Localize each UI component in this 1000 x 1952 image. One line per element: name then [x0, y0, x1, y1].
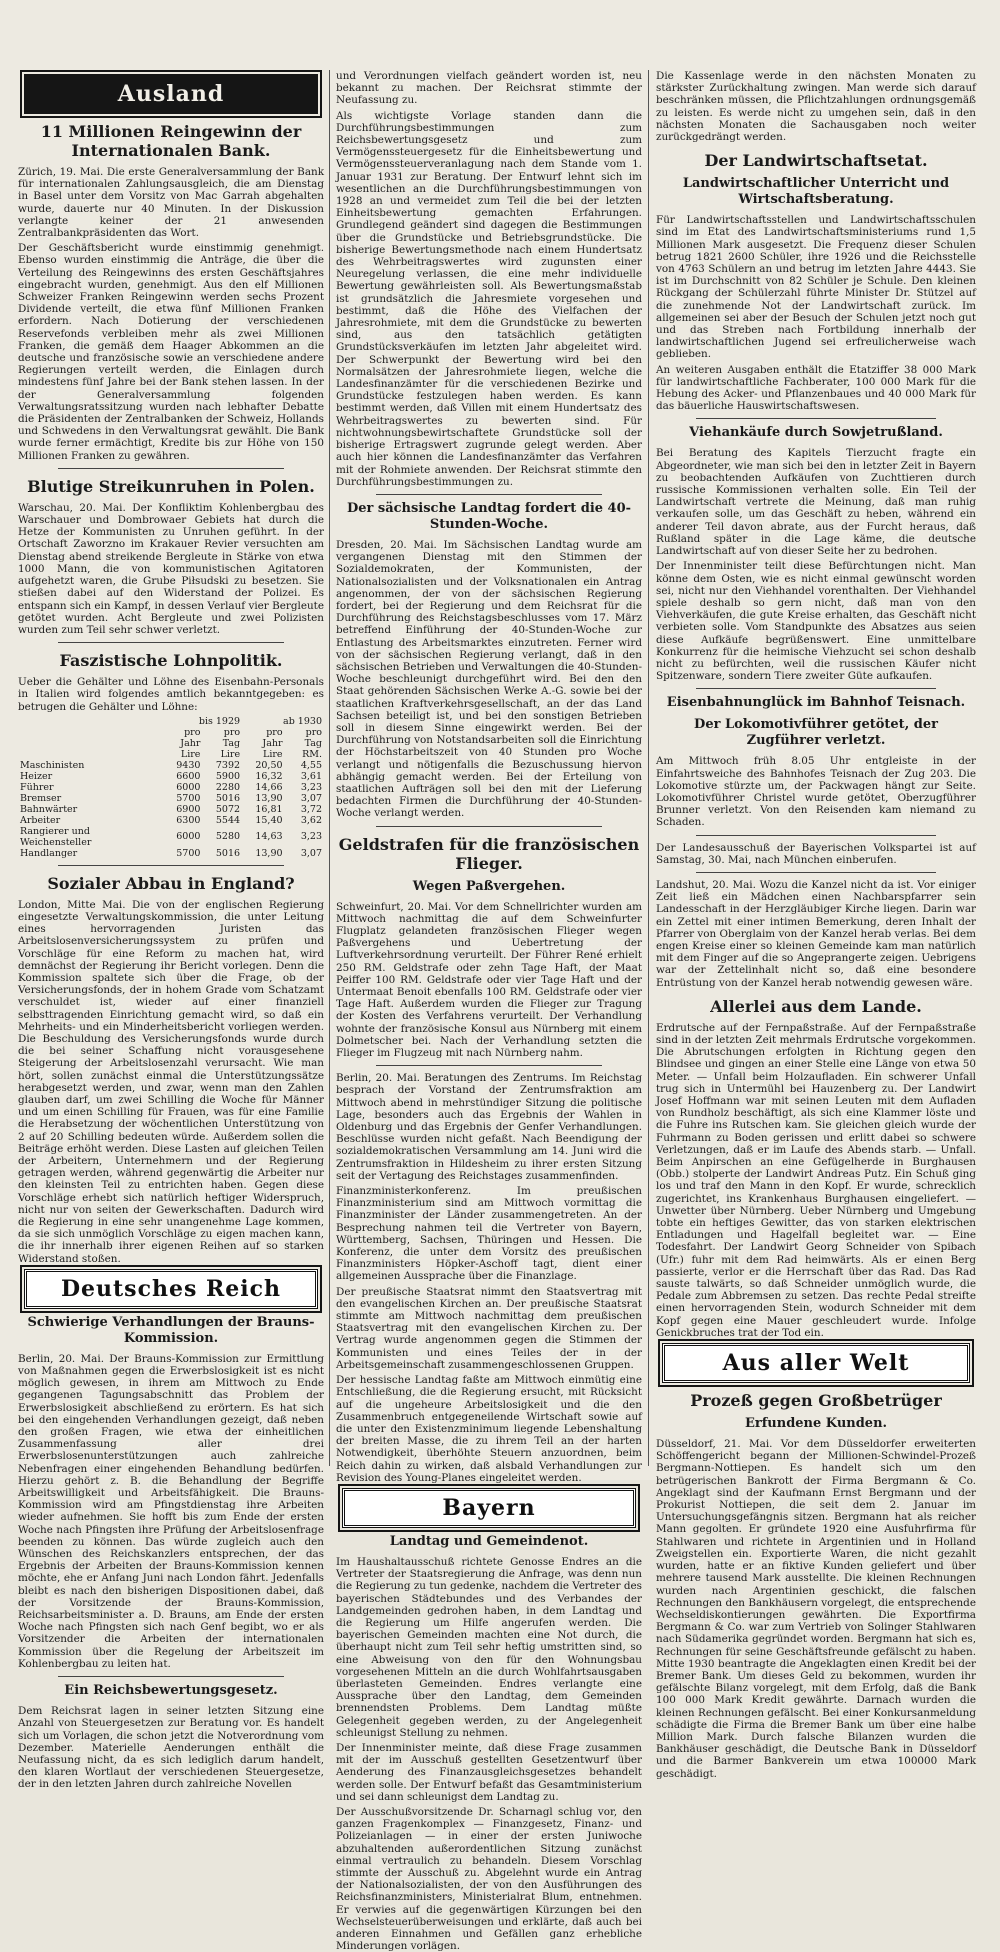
wage-table-job: Arbeiter [20, 814, 61, 826]
article-title: Schwierige Verhandlungen der Brauns-Kommission. [27, 1314, 315, 1346]
divider [376, 494, 602, 495]
wage-table-subheader: pro Jahr [180, 726, 201, 749]
article-subtitle: Wegen Paßvergehen. [412, 878, 566, 894]
wage-table-cell: 4,55 [300, 759, 322, 771]
wage-table-cell: 14,66 [255, 781, 283, 793]
article-paragraph: Für Landwirtschaftsstellen und Landwirtschaftsschulen sind im Etat des Landwirtschaftsministeriums rund 1,5 Millionen Mark ausgesetzt. Die Frequenz dieser Schulen betrug 1821 2600 Schüler, ihre 1926 und die Reichsstelle von 4763 Schülern an und betrug im letzten Jahre 4443. Sie ist im Durchschnitt von 82 Schüler je Schule. Den kleinen Rückgang der Schülerzahl führte Minister Dr. Stützel auf die zunehmende Not der Landwirtschaft zurück. Im allgemeinen sei aber der Besuch der Schulen jetzt noch gut und das Streben nach Fortbildung innerhalb der landwirtschaftlichen Jugend sei erfreulicherweise wach geblieben. [656, 214, 976, 361]
article-title: Eisenbahnunglück im Bahnhof Teisnach. [666, 695, 966, 711]
divider [58, 865, 284, 866]
wage-table-row [18, 760, 324, 771]
article-paragraph: Schweinfurt, 20. Mai. Vor dem Schnellrichter wurden am Mittwoch nachmittag die auf dem Schweinfurter Flugplatz gelandeten französischen Flieger wegen Paßvergehens und Uebertretung der Luftverkehrsordnung verurteilt. Der Führer René erhielt 250 RM. Geldstrafe oder zehn Tage Haft, der Maat Peiffer 100 RM. Geldstrafe oder vier Tage Haft und der Untermaat Benoit ebenfalls 100 RM. Geldstrafe oder vier Tage Haft. Außerdem wurden die Flieger zur Tragung der Kosten des Verfahrens verurteilt. Der Verhandlung wohnte der französische Konsul aus Nürnberg mit einem Dolmetscher bei. Nach der Verhandlung setzten die Flieger im Flugzeug mit nach Nürnberg nahm. [336, 900, 642, 1060]
article-paragraph: Am Mittwoch früh 8.05 Uhr entgleiste in der Einfahrtsweiche des Bahnhofes Teisnach der Zug 203. Die Lokomotive stürzte um, der Packwagen hängt zur Seite. Lokomotivführer Christel wurde getötet, Oberzugführer Brunner verletzt. Von den Reisenden kam niemand zu Schaden. [656, 755, 976, 829]
article-title: Viehankäufe durch Sowjetrußland. [689, 425, 943, 441]
column-1 [18, 70, 324, 1791]
divider [376, 1065, 602, 1066]
article-paragraph: Finanzministerkonferenz. Im preußischen Finanzministerium sind am Mittwoch vormittag die Finanzminister der Länder zusammengetreten. An der Besprechung nahmen teil die Vertreter von Bayern, Württemberg, Sachsen, Thüringen und Hessen. Die Konferenz, die unter dem Vorsitz des preußischen Finanzministers Höpker-Aschoff tagt, dient einer allgemeinen Aussprache über die Finanzlage. [336, 1185, 642, 1283]
wage-table-subheader: pro Tag [222, 726, 241, 749]
wage-table-cell: 5700 [176, 792, 201, 804]
wage-table-cell: 6000 [176, 831, 201, 843]
wage-table-cell: 5016 [215, 792, 241, 804]
section-banner-aus-aller-welt: Aus aller Welt [662, 1343, 970, 1383]
wage-table-row [18, 782, 324, 793]
article-paragraph: Der Innenminister teilt diese Befürchtungen nicht. Man könne dem Osten, wie es nicht einmal gewünscht worden sei, nicht nur den Viehhandel vorenthalten. Der Viehhandel spiele deshalb so gern nicht, daß man von den Viehverkäufen, die gute Kreise erhalten, das Geschäft nicht verbieten solle. Vom Standpunkte des Absatzes aus seien diese Aufkäufe begrüßenswert. Eine unmittelbare Konkurrenz für die heimische Viehzucht sei schon deshalb nicht zu befürchten, weil die russischen Käufer nicht Spitzenware, sondern Tiere zweiter Güte aufkaufen. [656, 560, 976, 683]
column-2 [336, 70, 642, 1952]
wage-table-job: Bahnwärter [20, 803, 78, 815]
article-title: Sozialer Abbau in England? [47, 873, 295, 893]
wage-table-row [18, 826, 324, 848]
wage-table-cell: 6900 [176, 803, 201, 815]
wage-table-subheader: pro Tag [304, 726, 322, 749]
wage-table-cell: 6600 [176, 770, 201, 782]
article-title: Allerlei aus dem Lande. [710, 996, 922, 1016]
article-paragraph: Dresden, 20. Mai. Im Sächsischen Landtag wurde am vergangenen Dienstag mit den Stimmen der Sozialdemokraten, der Kommunisten, der Nationalsozialisten und der Volksnationalen ein Antrag angenommen, der von der sächsischen Regierung fordert, bei der Regierung und dem Reichsrat für die Durchführung des Reichstagsbeschlusses vom 17. März betreffend Einführung der 40-Stunden-Woche zur Entlastung des Arbeitsmarktes einzutreten. Ferner wird von der sächsischen Regierung verlangt, daß in den sächsischen Betrieben und Verwaltungen die 40-Stunden-Woche beschleunigt durchgeführt wird. Bei den den Staat gehörenden Sächsischen Werke A.-G. sowie bei der staatlichen Kraftverkehrsgesellschaft, an der das Land Sachsen beteiligt ist, und bei den sonstigen Betrieben soll in diesem Sinne eingewirkt werden. Bei der Durchführung von Notstandsarbeiten soll die Einrichtung der Höchstarbeitszeit von 40 Stunden pro Woche verlangt und nötigenfalls die Bezuschussung hiervon abhängig gemacht werden. Bei der Erteilung von staatlichen Aufträgen soll bei den mit der Lieferung bedachten Firmen die Durchführung der 40-Stunden-Woche verlangt werden. [336, 538, 642, 820]
divider [696, 418, 936, 419]
wage-table-cell: 5900 [215, 770, 241, 782]
divider [58, 468, 284, 469]
article-paragraph: Zürich, 19. Mai. Die erste Generalversammlung der Bank für internationalen Zahlungsausgleich, die am Dienstag in Basel unter dem Vorsitz von Mac Garrah abgehalten wurde, dauerte nur 40 Minuten. In der Diskussion verlangte keiner der 21 anwesenden Zentralbankpräsidenten das Wort. [18, 166, 324, 240]
article-subtitle: Der Lokomotivführer getötet, der Zugführer verletzt. [694, 717, 938, 749]
wage-table-cell: 5072 [215, 803, 241, 815]
article-paragraph: Erdrutsche auf der Fernpaßstraße. Auf der Fernpaßstraße sind in der letzten Zeit mehrmals Erdrutsche vorgekommen. Die Abrutschungen erfolgten in Richtung gegen den Blindsee und gingen an einer Stelle eine Länge von etwa 50 Meter. — Unfall beim Holzaufladen. Ein schwerer Unfall trug sich in Untermühl bei Hauzenberg zu. Der Landwirt Josef Hoffmann war mit seinen Leuten mit dem Aufladen von Rundholz beschäftigt, als sich eine Klammer löste und die Fuhre ins Rutschen kam. Sie gleichen gleich wurde der Fuhrmann zu Boden gerissen und erlitt dabei so schwere Verletzungen, daß er im Laufe des Abends starb. — Unfall. Beim Anpirschen an eine Gefügelherde in Burghausen (Obb.) stolperte der Landwirt Andreas Putz. Ein Schuß ging los und traf den Mann in den Kopf. Er wurde, schrecklich zugerichtet, ins Krankenhaus Burghausen eingeliefert. — Unwetter über Nürnberg. Ueber Nürnberg und Umgebung tobte ein heftiges Gewitter, das von starken elektrischen Entladungen und Hagelfall begleitet war. — Eine Todesfahrt. Der Landwirt Georg Schneider von Spibach (Ufr.) fuhr mit dem Rad heimwärts. Als er einen Berg passierte, verlor er die Herrschaft über das Rad. Das Rad sauste talwärts, so daß Schneider unmöglich wurde, die Pedale zum Abbremsen zu setzen. Das rechte Pedal streifte einen hervorragenden Stein, wodurch Schneider mit dem Kopf gegen eine Mauer geschleudert wurde. Infolge Genickbruches trat der Tod ein. [656, 1021, 976, 1339]
column-rule [648, 70, 649, 1466]
article-title: Landwirtschaftlicher Unterricht und Wirtschaftsberatung. [682, 176, 950, 208]
wage-table-cell: 13,90 [255, 792, 283, 804]
wage-table-job: Handlanger [20, 847, 78, 859]
section-banner-bayern: Bayern [342, 1488, 636, 1528]
wage-table-cell: 6300 [176, 814, 201, 826]
section-banner-deutsches-reich: Deutsches Reich [24, 1269, 318, 1309]
wage-table-subheader: pro Jahr [262, 726, 283, 749]
article-paragraph: Düsseldorf, 21. Mai. Vor dem Düsseldorfer erweiterten Schöffengericht begann der Millionen-Schwindel-Prozeß Bergmann-Nottiepen. Es handelt sich um den betrügerischen Bankrott der Firma Bergmann & Co. Angeklagt sind der Kaufmann Ernst Bergmann und der Prokurist Nottiepen, die seit dem 2. Januar im Untersuchungsgefängnis sitzen. Bergmann hat als reicher Mann gegolten. Er gründete 1920 eine Ausfuhrfirma für Stahlwaren und richtete in Argentinien und in Holland Zweigstellen ein. Exportierte Waren, die nicht gezahlt wurden, hatte er an fiktive Kunden geliefert und über mehrere tausend Mark ausstellte. Die kleinen Rechnungen wurden nach Argentinien geschickt, die falschen Rechnungen den Bankhäusern vorgelegt, die entsprechende Wechseldiskontierungen gewährten. Die Exportfirma Bergmann & Co. war zum Vertrieb von Solinger Stahlwaren nach Südamerika gegründet worden. Bergmann hat sich es, Rechnungen für seine Geschäftsfreunde gefälscht zu haben. Mitte 1930 beantragte die Angeklagten einen Kredit bei der Bremer Bank. Um dieses Geld zu bekommen, wurden ihr gefälschte Bilanz vorgelegt, mit dem Erfolg, daß die Bank 100 000 Mark Kredit gewährte. Darnach wurden die kleinen Rechnungen gefälscht. Bei einer Konkursanmeldung schädigte die Firma die Bremer Bank um über eine halbe Million Mark. Durch falsche Bilanzen wurden die Bankhäuser geschädigt, die Deutsche Bank in Düsseldorf und die Barmer Bankverein um etwa 100000 Mark geschädigt. [656, 1438, 976, 1780]
article-paragraph: Ueber die Gehälter und Löhne des Eisenbahn-Personals in Italien wird folgendes amtlich bekanntgegeben: es betrugen die Gehälter und Löhne: [18, 676, 324, 713]
wage-table-cell: 5700 [176, 847, 201, 859]
wage-table-unit: Lire [220, 748, 241, 760]
wage-table-row [18, 771, 324, 782]
wage-table-cell: 3,23 [300, 831, 322, 843]
wage-table-group-header: bis 1929 [198, 715, 241, 727]
wage-table-row [18, 815, 324, 826]
section-banner-ausland: Ausland [24, 74, 318, 114]
wage-table-cell: 5280 [215, 831, 241, 843]
wage-table-group-header: ab 1930 [283, 715, 322, 727]
wage-table-cell: 3,62 [300, 814, 322, 826]
wage-table-cell: 6000 [176, 781, 201, 793]
article-paragraph: Landshut, 20. Mai. Wozu die Kanzel nicht da ist. Vor einiger Zeit ließ ein Mädchen einen Nachbarspfarrer sein Landesschaft in der Herzgläubiger Kirche liegen. Darin war ein Zettel mit einer intimen Bemerkung, deren Inhalt der Pfarrer von Oberglaim von der Kanzel herab verlas. Bei dem engen Kreise einer so kleinen Gemeinde kam man natürlich mit dem Finger auf die so Angeprangerte zeigen. Uebrigens war der Zettelinhalt nicht so, daß eine besondere Entrüstung von der Kanzel herab notwendig gewesen wäre. [656, 878, 976, 989]
divider [696, 872, 936, 873]
article-paragraph: Der hessische Landtag faßte am Mittwoch einmütig eine Entschließung, die die Regierung ersucht, mit Rücksicht auf die ungeheure Arbeitslosigkeit und die den Zusammenbruch entgegeneilende Wirtschaft sowie auf die unter den Existenzminimum liegende Lebenshaltung der breiten Masse, die zu ihrem Teil an der harten Notwendigkeit, überhöhte Steuern anzuordnen, beim Reich dahin zu wirken, daß alsbald Verhandlungen zur Revision des Young-Planes eingeleitet werden. [336, 1374, 642, 1484]
article-paragraph: Berlin, 20. Mai. Der Brauns-Kommission zur Ermittlung von Maßnahmen gegen die Erwerbslosigkeit ist es nicht möglich gewesen, in ihrem am Mittwoch zu Ende gegangenen Tagungsabschnitt das Problem der Erwerbslosigkeit abschließend zu erörtern. Es hat sich bei den eingehenden Verhandlungen gezeigt, daß neben den großen Fragen, wie etwa der einheitlichen Zusammenfassung aller drei Erwerbslosenunterstützungen auch zahlreiche Nebenfragen einer eingehenden Behandlung bedürfen. Hierzu gehört z. B. die Behandlung der Begriffe Arbeitswilligkeit und Arbeitsfähigkeit. Die Brauns-Kommission wird am Pfingstdienstag ihre Arbeiten wieder aufnehmen. Sie hofft bis zum Ende der ersten Woche nach Pfingsten ihre Prüfung der Arbeitslosenfrage beenden zu können. Das würde zugleich auch den Wünschen des Reichskanzlers entsprechen, der das Ergebnis der Arbeiten der Brauns-Kommission kennen möchte, ehe er Anfang Juni nach London fährt. Jedenfalls bleibt es nach den bisherigen Dispositionen dabei, daß der Vorsitzende der Brauns-Kommission, Reichsarbeitsminister a. D. Brauns, am Ende der ersten Woche nach Pfingsten sich nach Genf begibt, wo er als Vorsitzender die Arbeiten der internationalen Kommission über die Regelung der Arbeitszeit im Kohlenbergbau zu leiten hat. [18, 1352, 324, 1670]
article-title: Ein Reichsbewertungsgesetz. [64, 1683, 278, 1699]
wage-table [18, 716, 324, 859]
article-title: 11 Millionen Reingewinn der Internationalen Bank. [40, 122, 302, 160]
wage-table-unit: Lire [180, 748, 201, 760]
article-paragraph: Im Haushaltausschuß richtete Genosse Endres an die Vertreter der Staatsregierung die Anfrage, was denn nun die Regierung zu tun gedenke, nachdem die Vertreter des bayerischen Städtebundes und des Verbandes der Landgemeinden gedrohen haben, in dem Landtag und die Regierung um Hilfe angerufen werden. Die bayerischen Gemeinden machten eine Not durch, die überhaupt nicht zum Teil sehr heftig umstritten sind, so eine Abweisung von den für den Wohnungsbau vorgesehenen Mitteln an die durch Wohlfahrtsausgaben überlasteten Gemeinden. Endres verlangte eine Aussprache über den Landtag, dem Gemeinden brennendsten Problems. Dem Landtag müßte Gelegenheit gegeben werden, zu der Angelegenheit schleunigst Stellung zu nehmen. [336, 1555, 642, 1739]
article-paragraph: und Verordnungen vielfach geändert worden ist, neu bekannt zu machen. Der Reichsrat stimmte der Neufassung zu. [336, 70, 642, 107]
wage-table-cell: 2280 [215, 781, 241, 793]
divider [376, 826, 602, 827]
article-paragraph: Der Ausschußvorsitzende Dr. Scharnagl schlug vor, den ganzen Fragenkomplex — Finanzgesetz, Finanz- und Polizeianlagen — in einer der ersten Juniwoche abzuhaltenden außerordentlichen Sitzung zunächst einmal vertraulich zu behandeln. Diesem Vorschlag stimmte der Ausschuß zu. Abgelehnt wurde ein Antrag der Nationalsozialisten, der von den Ausführungen des Reichsfinanzministers, Ministerialrat Blum, entnehmen. Er verwies auf die gegenwärtigen Kürzungen bei den Wechselsteuerüberweisungen und erklärte, daß auch bei anderen Einnahmen und Gefällen ganz erhebliche Minderungen vorlägen. [336, 1805, 642, 1952]
wage-table-cell: 3,72 [300, 803, 322, 815]
wage-table-job: Maschinisten [20, 759, 85, 771]
wage-table-unit: RM. [302, 748, 322, 760]
divider [58, 1676, 284, 1677]
article-title: Der sächsische Landtag fordert die 40-Stunden-Woche. [346, 500, 632, 532]
wage-table-cell: 3,23 [300, 781, 322, 793]
wage-table-cell: 14,63 [255, 831, 283, 843]
article-paragraph: Warschau, 20. Mai. Der Konfliktim Kohlenbergbau des Warschauer und Dombrowaer Gebiets hat durch die Hetze der Kommunisten zu Unruhen geführt. In der Ortschaft Zaworzno im Krakauer Revier versuchten am Dienstag abend streikende Bergleute in Stärke von etwa 1000 Mann, die von kommunistischen Agitatoren aufgehetzt waren, die Grube Piłsudski zu besetzen. Sie stießen dabei auf den Widerstand der Polizei. Es entspann sich ein Kampf, in dessen Verlauf vier Bergleute getötet wurden. Acht Bergleute und zwei Polizisten wurden zum Teil sehr schwer verletzt. [18, 501, 324, 636]
wage-table-job: Heizer [20, 770, 53, 782]
wage-table-row [18, 793, 324, 804]
column-3 [656, 70, 976, 1780]
article-title: Landtag und Gemeindenot. [389, 1533, 589, 1549]
article-paragraph: Der preußische Staatsrat nimmt den Staatsvertrag mit den evangelischen Kirchen an. Der preußische Staatsrat stimmte am Mittwoch nachmittag dem preußischen Staatsvertrag mit den evangelischen Kirchen zu. Der Vertrag wurde angenommen gegen die Stimmen der Kommunisten und eines Teiles der in der Arbeitsgemeinschaft zusammengeschlossenen Gruppen. [336, 1285, 642, 1371]
article-paragraph: Der Landesausschuß der Bayerischen Volkspartei ist auf Samstag, 30. Mai, nach München einberufen. [656, 841, 976, 866]
article-paragraph: Bei Beratung des Kapitels Tierzucht fragte ein Abgeordneter, wie man sich bei den in letzter Zeit in Bayern zu beobachtenden Aufkäufen von Zuchttieren durch russische Kommissionen verhalten solle. Ein Teil der Landwirtschaft vertrete die Meinung, daß man ruhig verkaufen solle, um das Geschäft zu heben, während ein anderer Teil davon abrate, aus der Furcht heraus, daß Rußland später in die Lage käme, die deutsche Landwirtschaft auf von dieser Seite her zu bedrohen. [656, 447, 976, 558]
article-title: Faszistische Lohnpolitik. [59, 651, 283, 671]
wage-table-cell: 15,40 [255, 814, 283, 826]
section-heading: Der Landwirtschaftsetat. [704, 151, 928, 171]
wage-table-row [18, 848, 324, 859]
column-rule [329, 70, 330, 1466]
article-paragraph: Berlin, 20. Mai. Beratungen des Zentrums. Im Reichstag besprach der Vorstand der Zentrumsfraktion am Mittwoch abend in mehrstündiger Sitzung die politische Lage, besonders auch das Ergebnis der Wahlen in Oldenburg und das Ergebnis der Genfer Verhandlungen. Beschlüsse wurden nicht gefaßt. Nach Beendigung der sozialdemokratischen Versammlung am 14. Juni wird die Zentrumsfraktion in Hildesheim zu ihrer ersten Sitzung seit der Vertagung des Reichstages zusammenfinden. [336, 1072, 642, 1182]
wage-table-cell: 13,90 [255, 847, 283, 859]
wage-table-cell: 3,07 [300, 847, 322, 859]
wage-table-job: Rangierer und Weichensteller [20, 825, 92, 848]
divider [696, 688, 936, 689]
divider [58, 642, 284, 643]
wage-table-cell: 3,07 [300, 792, 322, 804]
wage-table-cell: 3,61 [300, 770, 322, 782]
article-subtitle: Erfundene Kunden. [744, 1416, 888, 1432]
wage-table-job: Führer [20, 781, 54, 793]
wage-table-cell: 5544 [215, 814, 241, 826]
article-paragraph: Dem Reichsrat lagen in seiner letzten Sitzung eine Anzahl von Steuergesetzen zur Beratung vor. Es handelt sich um Vorlagen, die schon jetzt die Notverordnung vom Dezember. Materielle Aenderungen enthält die Neufassung nicht, da es sich lediglich darum handelt, den klaren Wortlaut der verschiedenen Steuergesetze, der in den letzten Jahren durch zahlreiche Novellen [18, 1705, 324, 1791]
wage-table-cell: 7392 [215, 759, 241, 771]
article-paragraph: Als wichtigste Vorlage standen dann die Durchführungsbestimmungen zum Reichsbewertungsgesetz und zum Vermögenssteuergesetz für die Einheitsbewertung und Vermögenssteuerveranlagung nach dem Stande vom 1. Januar 1931 zur Beratung. Der Entwurf lehnt sich im wesentlichen an die Durchführungsbestimmungen von 1928 an und vermeidet zum Teil die bei der letzten Einheitsbewertung gemachten Erfahrungen. Grundlegend geändert sind dagegen die Bestimmungen über die Grundstücke und Betriebsgrundstücke. Die bisherige Bewertungsmethode nach einem Hundertsatz des Wehrbeitragswertes wird zugunsten einer Neuregelung verlassen, die eine mehr individuelle Bewertung gewährleisten soll. Als Bewertungsmaßstab ist grundsätzlich die Jahresmiete vorgesehen und bestimmt, daß die Höhe des Vielfachen der Jahresrohmiete, mit dem die Grundstücke zu bewerten sind, aus den tatsächlich getätigten Grundstücksverkäufen im letzten Jahr abgeleitet wird. Der Schwerpunkt der Bewertung wird bei den Normalsätzen der Jahresrohmiete liegen, welche die Landesfinanzämter für die verschiedenen Bezirke und Grundstücke festzulegen haben werden. Es kann bestimmt werden, daß Villen mit einem Hundertsatz des Wehrbeitragswertes zu bewerten sind. Für nichtwohnungsbewirtschaftete Grundstücke soll der bisherige Ertragswert zugrunde gelegt werden. Aber auch hier können die Landesfinanzämter das Verfahren mit der Rohmiete anwenden. Der Reichsrat stimmte den Durchführungsbestimmungen zu. [336, 109, 642, 488]
wage-table-cell: 16,32 [255, 770, 283, 782]
wage-table-unit: Lire [263, 748, 283, 760]
divider [696, 835, 936, 836]
article-paragraph: Der Geschäftsbericht wurde einstimmig genehmigt. Ebenso wurden einstimmig die Anträge, die über die Verteilung des Reingewinns des ersten Geschäftsjahres eingebracht wurden, genehmigt. Aus den elf Millionen Schweizer Franken Reingewinn werden sechs Prozent Dividende verteilt, die etwa fünf Millionen Franken erfordern. Nach Dotierung der verschiedenen Reservefonds verbleiben mehr als zwei Millionen Franken, die gemäß dem Haager Abkommen an die deutsche und französische sowie an verschiedene andere Regierungen verteilt werden, die Einlagen durch mindestens fünf Jahre bei der Bank stehen lassen. In der der Generalversammlung folgenden Verwaltungsratssitzung wurden nach lebhafter Debatte die Präsidenten der Zentralbanken der Schweiz, Hollands und Schwedens in den Verwaltungsrat gewählt. Die Bank wurde ferner ermächtigt, Kredite bis zur Höhe von 150 Millionen Franken zu gewähren. [18, 242, 324, 462]
article-paragraph: Der Innenminister meinte, daß diese Frage zusammen mit der im Ausschuß gestellten Gesetzentwurf über Aenderung des Finanzausgleichsgesetzes behandelt werden solle. Der Entwurf befaßt das Gesamtministerium und sei dann schleunigst dem Landtag zu. [336, 1741, 642, 1803]
wage-table-row [18, 804, 324, 815]
article-title: Blutige Streikunruhen in Polen. [27, 476, 315, 496]
article-title: Geldstrafen für die französischen Flieger. [338, 834, 640, 873]
wage-table-cell: 5016 [215, 847, 241, 859]
article-paragraph: London, Mitte Mai. Die von der englischen Regierung eingesetzte Verwaltungskommission, die unter Leitung eines hervorragenden Juristen das Arbeitslosenversicherungssystem zu prüfen und Vorschläge für eine Reform zu machen hat, wird demnächst der Regierung ihr Bericht vorlegen. Denn die Kommission spaltete sich über die Frage, ob der Versicherungsfonds, der in hohem Grade vom Schatzamt verschuldet ist, wieder auf einer finanziell selbsttragenden Einrichtung gemacht wird, so daß ein Mehrheits- und ein Minderheitsbericht vorliegen werden. Die Beschuldung des Versicherungsfonds wurde durch die bei seiner Schaffung nicht vorausgesehene Steigerung der Arbeitslosenzahl verursacht. Wie man hört, sollen zunächst einmal die Unterstützungssätze herabgesetzt werden, und zwar, wenn man den Zahlen glauben darf, um zwei Schilling die Woche für Männer und um einen Schilling für Frauen, was für eine Familie die Herabsetzung der wöchentlichen Unterstützung von 2 auf 20 Schilling bedeuten würde. Außerdem sollen die Beiträge erhöht werden. Diese Lasten auf gleichen Teilen der Arbeitern, Unternehmern und der Regierung getragen werden, während gegenwärtig die Arbeiter nur den kleinsten Teil zu entrichten haben. Gegen diese Vorschläge erhebt sich natürlich heftiger Widerspruch, nicht nur von seiten der Gewerkschaften. Dadurch wird die Regierung in eine sehr unangenehme Lage kommen, da sie sich unmöglich Vorschläge zu eigen machen kann, die ihr innerhalb ihrer eigenen Reihen auf so starken Widerstand stoßen. [18, 898, 324, 1265]
article-title: Prozeß gegen Großbetrüger [690, 1391, 942, 1411]
wage-table-cell: 16,81 [255, 803, 283, 815]
article-paragraph: Die Kassenlage werde in den nächsten Monaten zu stärkster Zurückhaltung zwingen. Man werde sich darauf beschränken müssen, die Pflichtzahlungen ordnungsgemäß zu leisten. Es werde nicht zu umgehen sein, daß in den nächsten Monaten die Sachausgaben noch weiter zurückgedrängt werden. [656, 70, 976, 144]
article-paragraph: An weiteren Ausgaben enthält die Etatziffer 38 000 Mark für landwirtschaftliche Fachberater, 100 000 Mark für die Hebung des Acker- und Pflanzenbaues und 40 000 Mark für das bäuerliche Hauswirtschaftswesen. [656, 363, 976, 413]
wage-table-cell: 9430 [176, 759, 201, 771]
wage-table-cell: 20,50 [255, 759, 283, 771]
wage-table-job: Bremser [20, 792, 62, 804]
